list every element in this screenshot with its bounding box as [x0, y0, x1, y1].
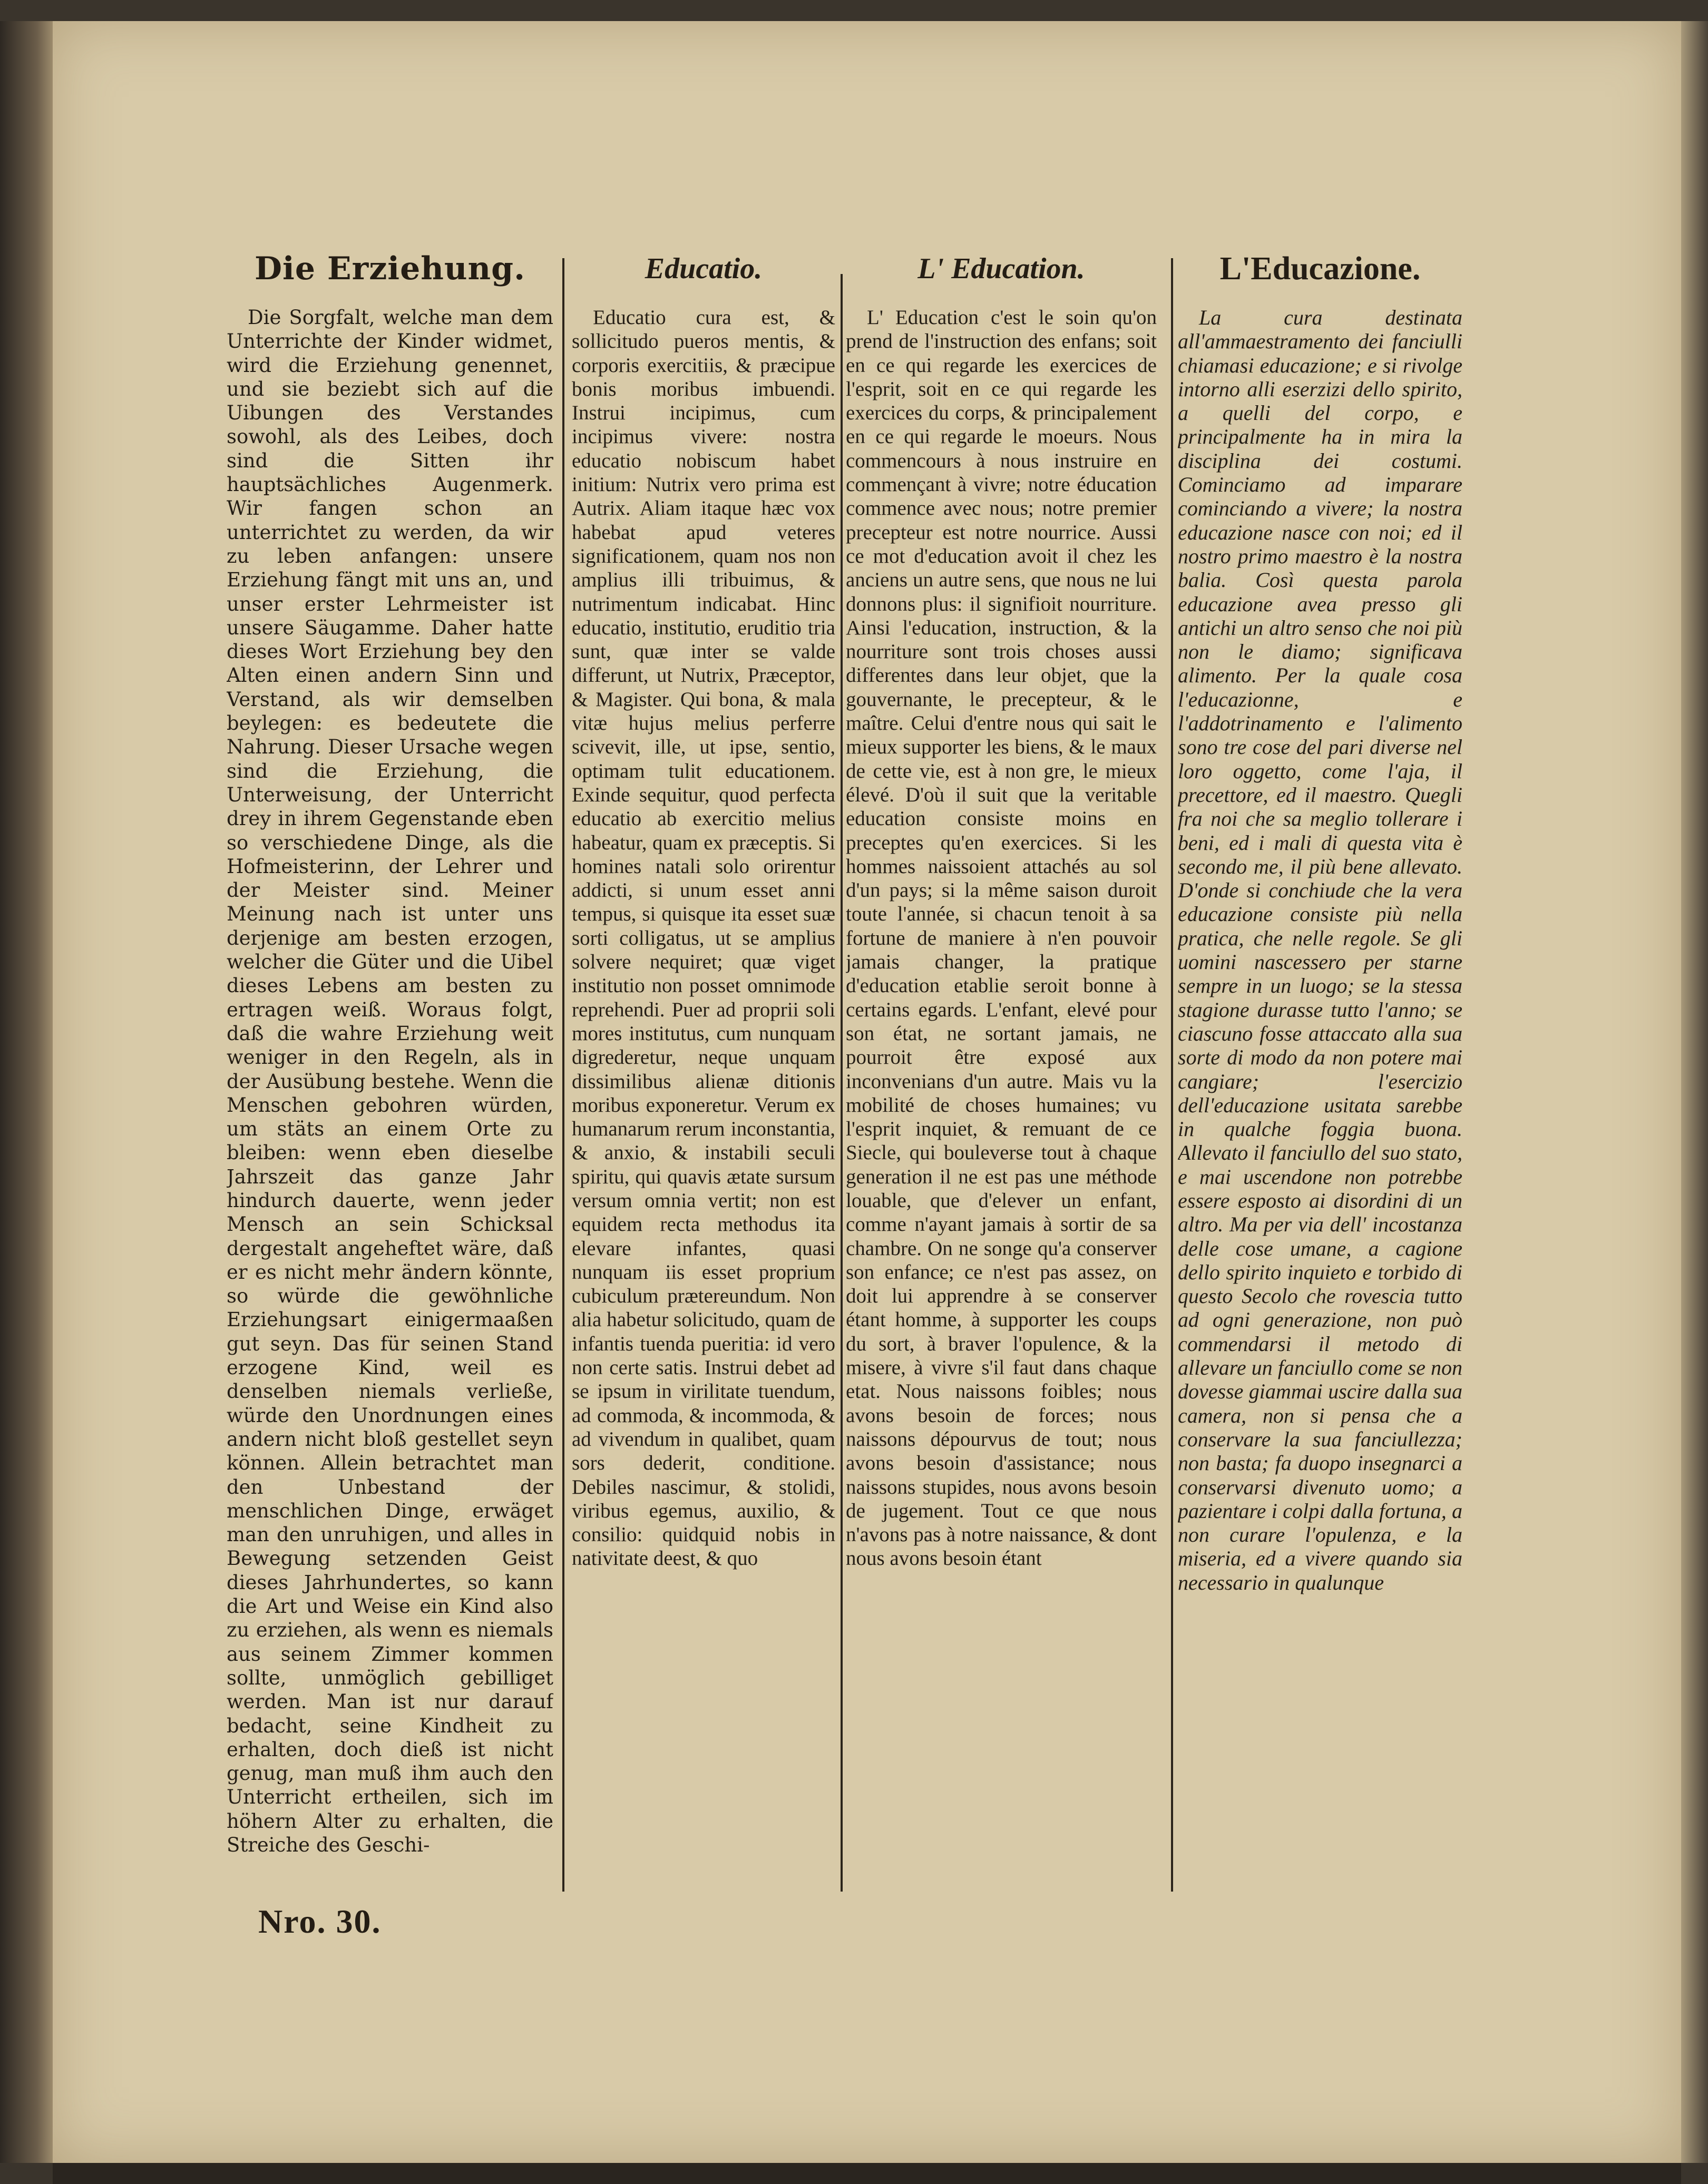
text-latin: Educatio cura est, & sollicitudo pueros mentis, & corporis exercitiis, & præcipue bonis moribus imbuendi. Instrui incipimus, cum incipimus vivere: nostra educatio nobiscum habet initium: Nutrix vero prima est Autrix. Aliam itaque hæc vox habebat apud veteres significationem, quam nos non amplius illi tribuimus, & nutrimentum indicabat. Hinc educatio, institutio, eruditio tria sunt, quæ inter se valde differunt, ut Nutrix, Præceptor, & Magister. Qui bona, & mala vitæ hujus melius perferre scivevit, ille, ut ipse, sentio, optimam tulit educationem. Exinde sequitur, quod perfecta educatio ab exercitio melius habeatur, quam ex præceptis. Si homines natali solo orirentur addicti, si unum esset anni tempus, si quisque ita esset suæ sorti colligatus, ut se amplius solvere nequiret; quæ viget institutio non posset omnimode reprehendi. Puer ad proprii soli mores institutus, cum nunquam digrederetur, neque unquam dissimilibus alienæ ditionis moribus exponeretur. Verum ex humanarum rerum inconstantia, & anxio, & instabili seculi spiritu, qui quavis ætate sursum versum omnia vertit; non est equidem recta methodus ita elevare infantes, quasi nunquam iis esset proprium cubiculum prætereundum. Non alia habetur solicitudo, quam de infantis tuenda pueritia: id vero non certe satis. Instrui debet ad se ipsum in virilitate tuendum, ad commoda, & incommoda, & ad vivendum in qualibet, quam sors dederit, conditione. Debiles nascimur, & stolidi, viribus egemus, auxilio, & consilio: quidquid nobis in nativitate deest, & quo — [572, 306, 835, 1570]
text-italian: La cura destinata all'ammaestramento dei fanciulli chiamasi educazione; e si rivolge intorno alli eserzizi dello spirito, a quelli del corpo, e principalmente ha in mira la disciplina dei costumi. Cominciamo ad imparare cominciando a vivere; la nostra educazione nasce con noi; ed il nostro primo maestro è la nostra balia. Così questa parola educazione avea presso gli antichi un altro senso che noi più non le diamo; significava alimento. Per la quale cosa l'educazionne, e l'addotrinamento e l'alimento sono tre cose del pari diverse nel loro oggetto, come l'aja, il precettore, ed il maestro. Quegli fra noi che sa meglio tollerare i beni, ed i mali di questa vita è secondo me, il più bene allevato. D'onde si conchiude che la vera educazione consiste più nella pratica, che nelle regole. Se gli uomini nascessero per starne sempre in un luogo; se la stessa stagione durasse tutto l'anno; se ciascuno fosse attaccato alla sua sorte di modo da non potere mai cangiare; l'esercizio dell'educazione usitata sarebbe in qualche foggia buona. Allevato il fanciullo del suo stato, e mai uscendone non potrebbe essere esposto ai disordini di un altro. Ma per via dell' incostanza delle cose umane, a cagione dello spirito inquieto e torbido di questo Secolo che rovescia tutto ad ogni generazione, non può commendarsi il metodo di allevare un fanciullo come se non dovesse giammai uscire dalla sua camera, non si pensa che a conservare la sua fanciullezza; non basta; fa duopo insegnarci a conservarsi divenuto uomo; a pazientare i colpi dalla fortuna, a non curare l'opulenza, e la miseria, ed a vivere quando sia necessario in qualunque — [1178, 306, 1462, 1594]
heading-latin: Educatio. — [645, 252, 763, 285]
heading-french: L' Education. — [918, 252, 1085, 285]
column-rule-3 — [1171, 258, 1173, 1892]
heading-german: Die Erziehung. — [255, 250, 525, 287]
text-french: L' Education c'est le soin qu'on prend de l'instruction des enfans; soit en ce qui regarde les exercices de l'esprit, soit en ce qui regarde les exercices du corps, & principalement en ce qui regarde le moeurs. Nous commencours à nous instruire en commençant à vivre; notre éducation commence avec nous; notre premier precepteur est notre nourrice. Aussi ce mot d'education avoit il chez les anciens un autre sens, que nous ne lui donnons plus: il signifioit nourriture. Ainsi l'education, instruction, & la nourriture sont trois choses aussi differentes dans leur objet, que la gouvernante, le precepteur, & le maître. Celui d'entre nous qui sait le mieux supporter les biens, & le maux de cette vie, est à non gre, le mieux élevé. D'où il suit que la veritable education consiste moins en preceptes qu'en exercices. Si les hommes naissoient attachés au sol d'un pays; si la même saison duroit toute l'année, si chacun tenoit à sa fortune de maniere à n'en pouvoir jamais changer, la pratique d'education etablie seroit bonne à certains egards. L'enfant, elevé pour son état, ne sortant jamais, ne pourroit être exposé aux inconvenians d'un autre. Mais vu la mobilité de choses humaines; vu l'esprit inquiet, & remuant de ce Siecle, qui bouleverse tout à chaque generation il ne est pas une méthode louable, que d'elever un enfant, comme n'ayant jamais à sortir de sa chambre. On ne songe qu'a conserver son enfance; ce n'est pas assez, on doit lui apprendre à se conserver étant homme, à supporter les coups du sort, à braver l'opulence, & la misere, à vivre s'il faut dans chaque etat. Nous naissons foibles; nous avons besoin de forces; nous naissons dépourvus de tout; nous avons besoin d'assistance; nous naissons stupides, nous avons besoin de jugement. Tout ce que nous n'avons pas à notre naissance, & dont nous avons besoin étant — [846, 306, 1157, 1570]
column-latin — [572, 248, 835, 1892]
column-french — [846, 248, 1157, 1892]
signature-mark: Nro. 30. — [258, 1903, 382, 1940]
page-edge-right — [1681, 21, 1708, 2163]
column-italian — [1178, 248, 1462, 1892]
column-rule-1 — [562, 258, 564, 1892]
heading-italian: L'Educazione. — [1219, 251, 1421, 287]
column-rule-2 — [841, 274, 843, 1892]
column-german — [227, 248, 553, 1892]
page-edge-bottom — [53, 2163, 1681, 2184]
book-spine — [0, 21, 53, 2163]
text-german: Die Sorgfalt, welche man dem Unterrichte der Kinder widmet, wird die Erziehung genennet, und sie beziebt sich auf die Uibungen des Verstandes sowohl, als des Leibes, doch sind die Sitten ihr hauptsächliches Augenmerk. Wir fangen schon an unterrichtet zu werden, da wir zu leben anfangen: unsere Erziehung fängt mit uns an, und unser erster Lehrmeister ist unsere Säugamme. Daher hatte dieses Wort Erziehung bey den Alten einen andern Sinn und Verstand, als wir demselben beylegen: es bedeutete die Nahrung. Dieser Ursache wegen sind die Erziehung, die Unterweisung, der Unterricht drey in ihrem Gegenstande eben so verschiedene Dinge, als die Hofmeisterinn, der Lehrer und der Meister sind. Meiner Meinung nach ist unter uns derjenige am besten erzogen, welcher die Güter und die Uibel dieses Lebens am besten zu ertragen weiß. Woraus folgt, daß die wahre Erziehung weit weniger in den Regeln, als in der Ausübung bestehe. Wenn die Menschen gebohren würden, um stäts an einem Orte zu bleiben: wenn eben dieselbe Jahrszeit das ganze Jahr hindurch dauerte, wenn jeder Mensch an sein Schicksal dergestalt angeheftet wäre, daß er es nicht mehr ändern könnte, so würde die gewöhnliche Erziehungsart einigermaaßen gut seyn. Das für seinen Stand erzogene Kind, weil es denselben niemals verließe, würde den Unordnungen eines andern nicht bloß gestellet seyn können. Allein betrachtet man den Unbestand der menschlichen Dinge, erwäget man den unruhigen, und alles in Bewegung setzenden Geist dieses Jahrhundertes, so kann die Art und Weise ein Kind also zu erziehen, als wenn es niemals aus seinem Zimmer kommen sollte, unmöglich gebilliget werden. Man ist nur darauf bedacht, seine Kindheit zu erhalten, doch dieß ist nicht genug, man muß ihm auch den Unterricht ertheilen, sich im höhern Alter zu erhalten, die Streiche des Geschi- — [227, 306, 553, 1856]
